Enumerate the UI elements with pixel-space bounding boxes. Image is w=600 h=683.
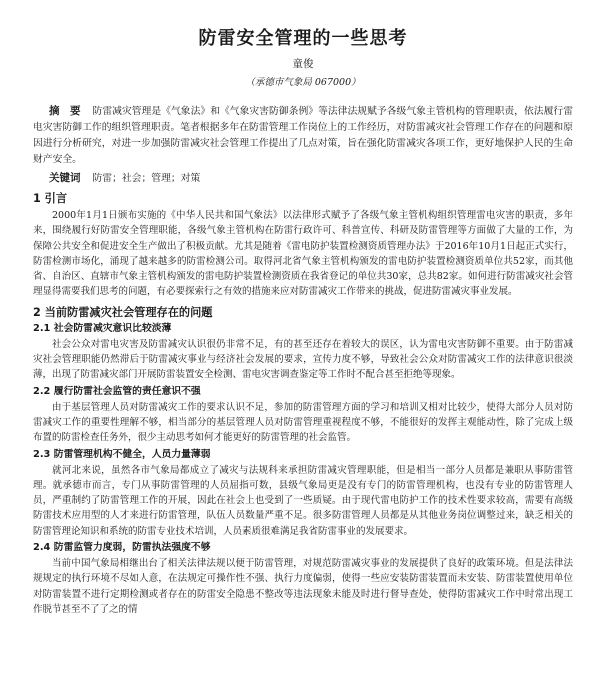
paragraph-2-2: 由于基层管理人员对防雷减灾工作的要求认识不足，参加的防雷管理方面的学习和培训又相对比较少，使得大部分人员对防雷减灾工作的重要性理解不够，相当部分的基层管理人员对防雷管理重视程度不够，不能很好的发挥主观能动性，除了完成上级布置的防雷检查任务外，很少主动思考如何才能更好的防雷管理的社会监管。: [33, 401, 573, 444]
keywords: [33, 171, 573, 186]
author-name: 童俊: [292, 58, 314, 70]
subsection-heading-2-4: 2.4 防雷监管力度弱，防雷执法强度不够: [33, 542, 211, 554]
subsection-heading-2-1: 2.1 社会防雷减灾意识比较淡薄: [33, 322, 172, 334]
section-heading-problems: 2 当前防雷减灾社会管理存在的问题: [33, 305, 213, 319]
section-heading-introduction: 1 引言: [33, 192, 68, 205]
paragraph-2-4: 当前中国气象局相继出台了相关法律法规以便于防雷管理，对规范防雷减灾事业的发展提供了良好的政策环境。但是法律法规规定的执行环境不尽如人意，在法规定可操作性不强、执行力度偏弱，使得一些应安装防雷装置而未安装、防雷装置使用单位对防雷装置不进行定期检测或者存在的防雷安全隐患不整改等违法现象未能及时进行督导查处，使得防雷减灾工作中时常出现工作脱节甚至不了了之的情: [33, 558, 573, 615]
abstract-text: 防雷减灾管理是《气象法》和《气象灾害防御条例》等法律法规赋予各级气象主管机构的管理职责，依法履行雷电灾害防御工作的组织管理职责。笔者根据多年在防雷管理工作岗位上的工作经历，对防雷减灾社会管理工作存在的问题和原因进行分析研究，对进一步加强防雷减灾社会管理工作提出了几点对策，旨在强化防雷减灾各项工作，更好地保护人民的生命财产安全。: [33, 106, 574, 165]
author-affiliation: （承德市气象局 067000）: [245, 77, 361, 88]
abstract-label: 摘 要: [49, 105, 81, 117]
paragraph-2-1: 社会公众对雷电灾害及防雷减灾认识很仍非常不足，有的甚至还存在着较大的误区，认为雷电灾害防御不重要。由于防雷减灾社会管理职能仍然滞后于防雷减灾事业与经济社会发展的要求，宣传力度不够，导致社会公众对防雷减灾工作的法律意识很淡薄，出现了防雷减灾部门开展防雷装置安全检测、雷电灾害调查鉴定等工作时不配合甚至拒绝等现象。: [33, 338, 573, 381]
paragraph-2-3: 就河北来说，虽然各市气象局都成立了减灾与法规科来承担防雷减灾管理职能，但是相当一部分人员都是兼职从事防雷管理。就承德市而言，专门从事防雷管理的人员屈指可数，县级气象局更是没有专门的防雷管理机构，也没有专业的防雷管理人员，严重制约了防雷管理工作的开展，因此在社会上也受到了一些质疑。由于现代雷电防护工作的技术性要求较高，需要有高级防雷技术应用型的人才来进行防雷管理，队伍人员数量严重不足。很多防雷管理人员都是从其他业务岗位调整过来，缺乏相关的防雷管理论知识和系统的防雷专业技术培训，人员素质很难满足我省防雷事业的发展要求。: [33, 464, 573, 537]
paragraph-introduction: 2000年1月1日颁布实施的《中华人民共和国气象法》以法律形式赋予了各级气象主管机构组织管理雷电灾害的职责，多年来，围绕履行好防雷安全管理职能，各级气象主管机构在防雷行政许可、科普宣传、科研及防雷管理等方面做了大量的工作，为保障公共安全和促进安全生产做出了积极贡献。尤其是随着《雷电防护装置检测资质管理办法》于2016年10月1日起正式实行，防雷检测市场化，涌现了越来越多的防雷检测公司。取得河北省气象主管机构颁发的雷电防护装置检测资质单位共52家，而其他省、自治区、直辖市气象主管机构颁发的雷电防护装置检测资质在我省登记的单位共30家，总共82家。如何进行防雷减灾社会管理显得需要我们思考的问题，有必要探索行之有效的措施来应对防雷减灾工作带来的挑战，促进防雷减灾事业发展。: [33, 210, 573, 298]
subsection-heading-2-3: 2.3 防雷管理机构不健全，人员力量薄弱: [33, 448, 211, 460]
keywords-label: 关键词: [49, 172, 81, 184]
keywords-text: 防雷；社会；管理；对策: [92, 173, 201, 184]
abstract: [33, 103, 573, 168]
subsection-heading-2-2: 2.2 履行防雷社会监管的责任意识不强: [33, 385, 201, 397]
paper-title: 防雷安全管理的一些思考: [198, 28, 408, 49]
